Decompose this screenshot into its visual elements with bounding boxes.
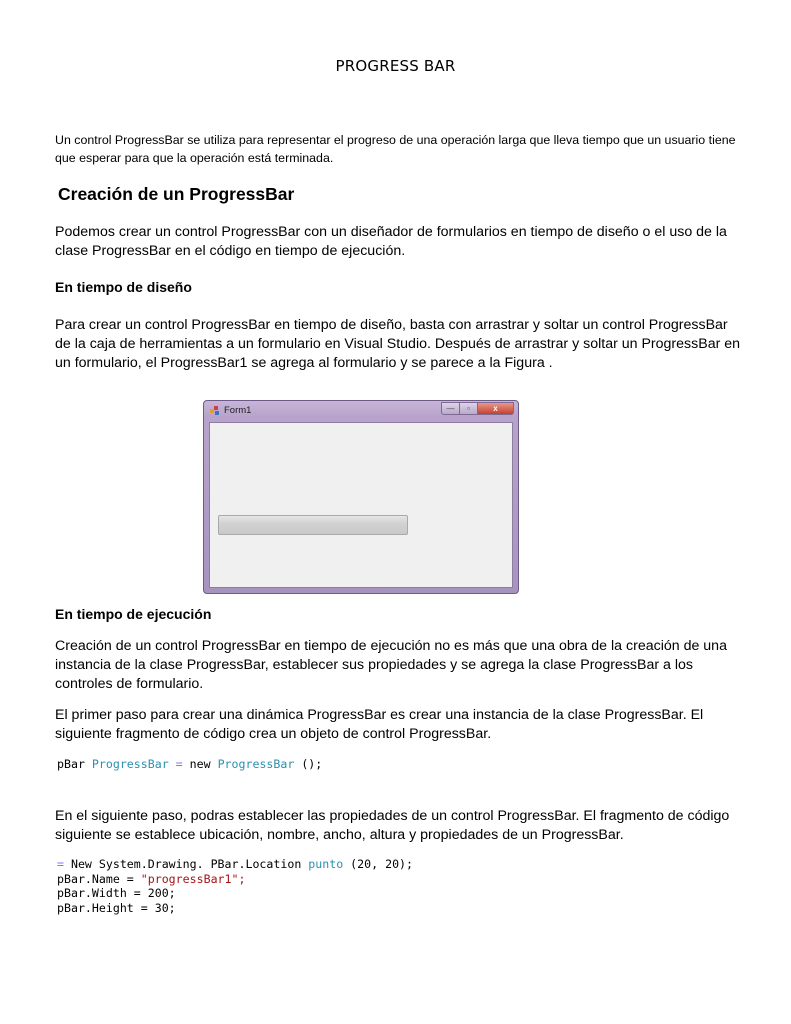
close-button[interactable] [478, 402, 514, 415]
code-line-3: pBar.Width = 200; [57, 886, 176, 900]
run-time-paragraph-2: El primer paso para crear una dinámica ProgressBar es crear una instancia de la clase ProgressBar. El siguiente fragmento de código crea un objeto de control ProgressBar. [55, 707, 704, 742]
code-line-4: pBar.Height = 30; [57, 900, 176, 915]
maximize-button[interactable] [460, 402, 478, 415]
run-time-paragraph-1: Creación de un control ProgressBar en tiempo de ejecución no es más que una obra de la creación de una instancia de la clase ProgressBar, establecer sus propiedades y se agrega la clase ProgressBar a los controles de formulario. [55, 638, 727, 692]
code-snippet-1: pBar ProgressBar = new ProgressBar (); [57, 757, 323, 771]
run-time-paragraph-3: En el siguiente paso, podras establecer las propiedades de un control ProgressBar. El fragmento de código siguiente se establece ubicación, nombre, ancho, altura y propiedades de un ProgressBar. [55, 808, 730, 843]
run-time-heading: En tiempo de ejecución [55, 606, 212, 622]
app-icon [210, 406, 220, 415]
design-time-paragraph: Para crear un control ProgressBar en tiempo de diseño, basta con arrastrar y soltar un control ProgressBar de la caja de herramientas a un formulario en Visual Studio. Después de arrastrar y soltar un ProgressBar en un formulario, el ProgressBar1 se agrega al formulario y se parece a la Figura . [55, 317, 741, 371]
close-icon: x [493, 404, 498, 413]
maximize-icon: ▫ [467, 404, 470, 413]
form-client-area [209, 422, 513, 588]
window-title: Form1 [224, 405, 252, 416]
window-controls [441, 402, 514, 415]
section-paragraph: Podemos crear un control ProgressBar con un diseñador de formularios en tiempo de diseño o el uso de la clase ProgressBar en el código en tiempo de ejecución. [55, 224, 727, 259]
design-time-heading: En tiempo de diseño [55, 279, 192, 295]
code-line-1: = New System.Drawing. PBar.Location punto (20, 20); [57, 857, 414, 871]
code-snippet-2 [57, 857, 413, 915]
intro-paragraph: Un control ProgressBar se utiliza para representar el progreso de una operación larga que lleva tiempo que un usuario tiene que esperar para que la operación está terminada. [55, 133, 736, 165]
section-heading: Creación de un ProgressBar [58, 184, 295, 204]
progress-bar [218, 515, 408, 535]
minimize-button[interactable] [441, 402, 460, 415]
minimize-icon: — [446, 404, 455, 413]
code-line-2: pBar.Name = "progressBar1"; [57, 871, 246, 886]
page-title: PROGRESS BAR [335, 57, 456, 75]
form-window-figure [203, 400, 519, 594]
